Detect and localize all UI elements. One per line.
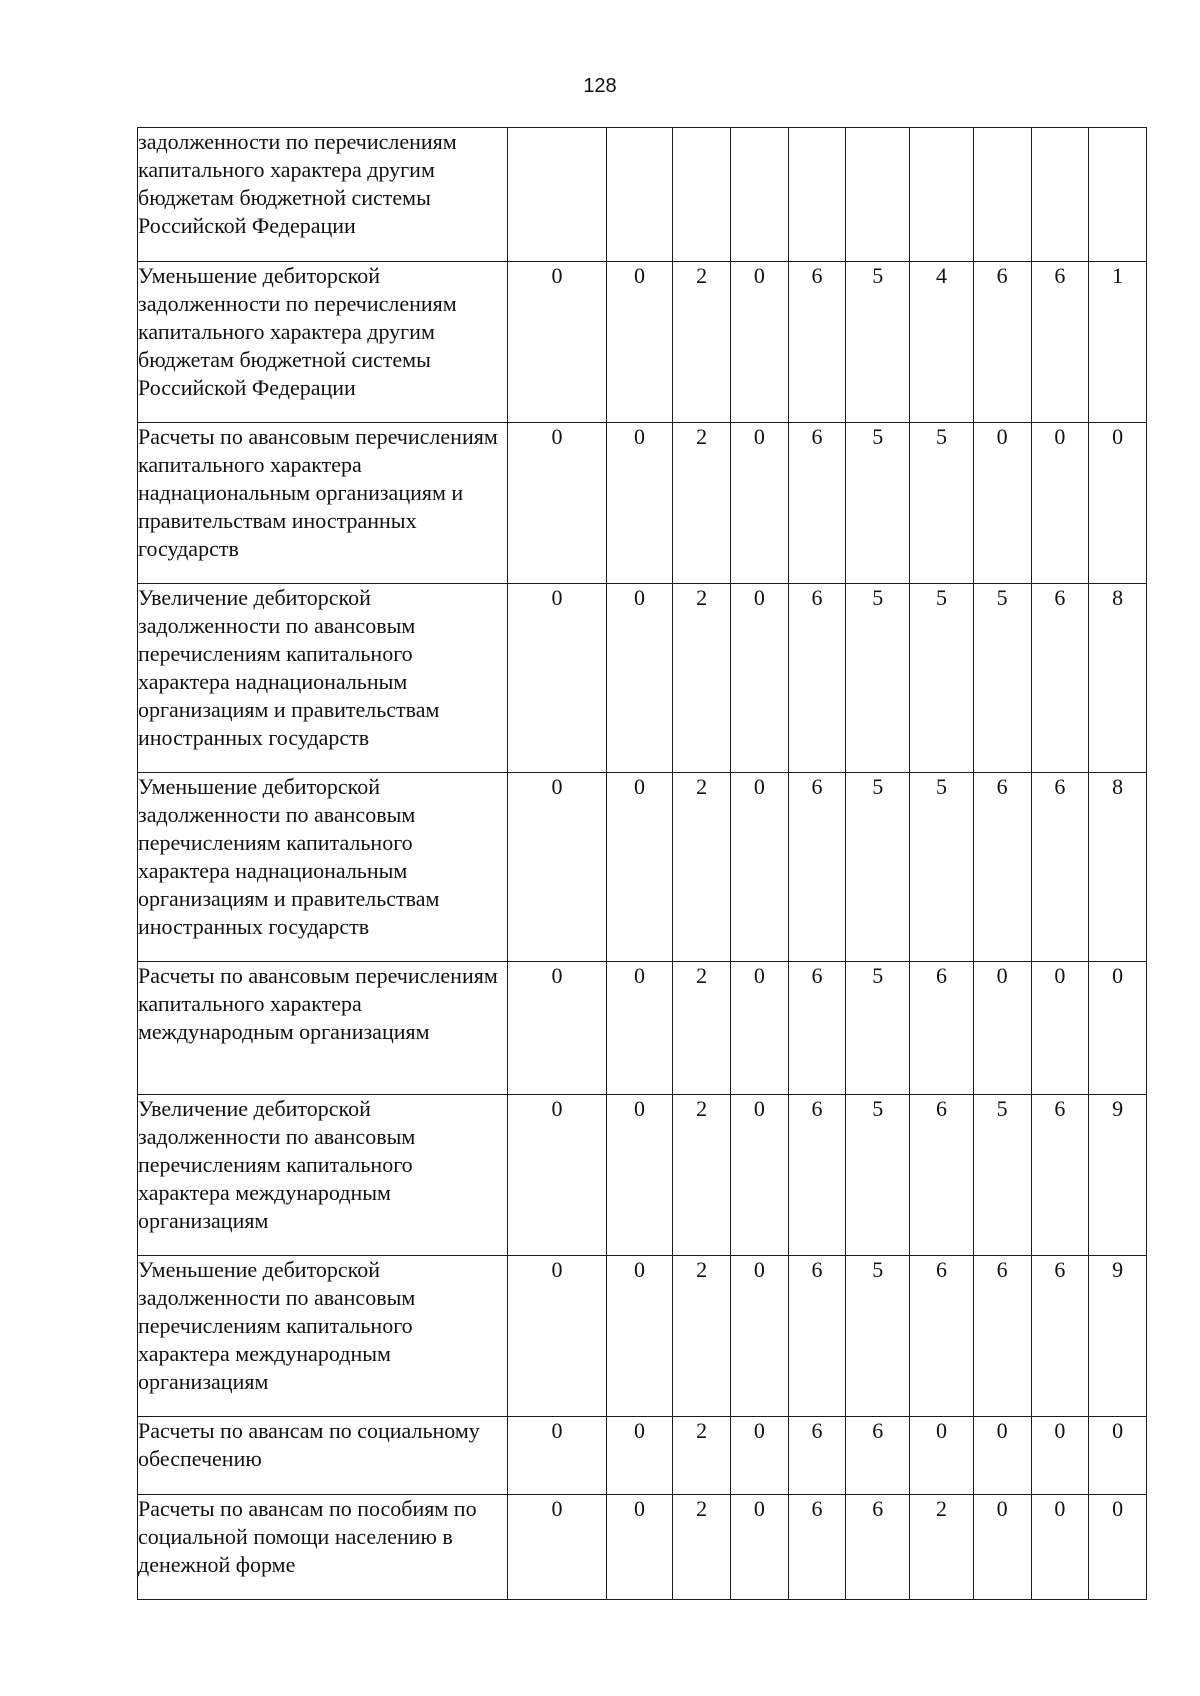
code-digit-cell: 2 bbox=[673, 1095, 731, 1256]
code-digit-cell: 0 bbox=[508, 1495, 606, 1600]
page-number: 128 bbox=[583, 75, 617, 97]
row-name-cell: Расчеты по авансовым перечислениям капитального характера международным организациям bbox=[138, 962, 508, 1095]
code-digit-cell: 6 bbox=[973, 773, 1031, 962]
code-digit-cell: 0 bbox=[606, 962, 673, 1095]
code-digit-cell: 0 bbox=[1031, 962, 1089, 1095]
code-digit-cell: 5 bbox=[846, 584, 910, 773]
code-digit-cell: 0 bbox=[1031, 1417, 1089, 1495]
row-name-cell: задолженности по перечислениям капитального характера другим бюджетам бюджетной системы Российской Федерации bbox=[138, 128, 508, 262]
code-digit-cell: 0 bbox=[973, 423, 1031, 584]
code-digit-cell bbox=[973, 128, 1031, 262]
code-digit-cell: 0 bbox=[1089, 962, 1147, 1095]
code-digit-cell: 5 bbox=[846, 423, 910, 584]
table-row bbox=[138, 584, 1147, 773]
code-digit-cell: 5 bbox=[846, 962, 910, 1095]
code-digit-cell bbox=[606, 128, 673, 262]
code-digit-cell: 6 bbox=[1031, 262, 1089, 423]
code-digit-cell: 2 bbox=[673, 262, 731, 423]
code-digit-cell: 0 bbox=[1031, 1495, 1089, 1600]
code-digit-cell: 5 bbox=[910, 423, 974, 584]
table-row bbox=[138, 1495, 1147, 1600]
code-digit-cell: 5 bbox=[973, 1095, 1031, 1256]
code-digit-cell: 5 bbox=[846, 1256, 910, 1417]
table-body bbox=[138, 128, 1147, 1600]
code-digit-cell: 8 bbox=[1089, 773, 1147, 962]
code-digit-cell: 9 bbox=[1089, 1095, 1147, 1256]
code-digit-cell: 2 bbox=[673, 962, 731, 1095]
code-digit-cell: 4 bbox=[910, 262, 974, 423]
code-digit-cell: 6 bbox=[788, 1495, 846, 1600]
code-digit-cell: 6 bbox=[846, 1495, 910, 1600]
code-digit-cell: 2 bbox=[673, 584, 731, 773]
table-row bbox=[138, 1095, 1147, 1256]
code-digit-cell: 0 bbox=[1031, 423, 1089, 584]
code-digit-cell: 2 bbox=[673, 773, 731, 962]
code-digit-cell: 0 bbox=[973, 1417, 1031, 1495]
code-digit-cell: 6 bbox=[973, 1256, 1031, 1417]
table-row bbox=[138, 262, 1147, 423]
code-digit-cell: 0 bbox=[910, 1417, 974, 1495]
code-digit-cell bbox=[1031, 128, 1089, 262]
code-digit-cell: 0 bbox=[1089, 423, 1147, 584]
code-digit-cell bbox=[846, 128, 910, 262]
table-row bbox=[138, 962, 1147, 1095]
row-name-cell: Уменьшение дебиторской задолженности по авансовым перечислениям капитального характера международным организациям bbox=[138, 1256, 508, 1417]
code-digit-cell: 0 bbox=[606, 1495, 673, 1600]
code-digit-cell: 6 bbox=[788, 1417, 846, 1495]
code-digit-cell: 0 bbox=[508, 1095, 606, 1256]
code-digit-cell: 6 bbox=[788, 1256, 846, 1417]
code-digit-cell: 0 bbox=[731, 584, 789, 773]
code-digit-cell: 6 bbox=[1031, 1256, 1089, 1417]
code-digit-cell bbox=[788, 128, 846, 262]
code-digit-cell: 0 bbox=[508, 1256, 606, 1417]
code-digit-cell: 5 bbox=[910, 584, 974, 773]
code-digit-cell: 5 bbox=[973, 584, 1031, 773]
table-row bbox=[138, 1256, 1147, 1417]
code-digit-cell: 0 bbox=[508, 773, 606, 962]
code-digit-cell bbox=[673, 128, 731, 262]
code-digit-cell: 6 bbox=[788, 962, 846, 1095]
code-digit-cell: 0 bbox=[731, 423, 789, 584]
code-digit-cell bbox=[508, 128, 606, 262]
code-digit-cell: 6 bbox=[910, 1095, 974, 1256]
code-digit-cell: 6 bbox=[1031, 773, 1089, 962]
row-name-cell: Расчеты по авансам по пособиям по социальной помощи населению в денежной форме bbox=[138, 1495, 508, 1600]
code-digit-cell: 0 bbox=[508, 1417, 606, 1495]
code-digit-cell: 2 bbox=[910, 1495, 974, 1600]
code-digit-cell: 8 bbox=[1089, 584, 1147, 773]
code-digit-cell: 5 bbox=[846, 1095, 910, 1256]
code-digit-cell: 6 bbox=[910, 1256, 974, 1417]
code-digit-cell: 0 bbox=[731, 262, 789, 423]
code-digit-cell: 6 bbox=[1031, 584, 1089, 773]
code-digit-cell: 0 bbox=[731, 1095, 789, 1256]
code-digit-cell: 6 bbox=[788, 1095, 846, 1256]
code-digit-cell: 0 bbox=[731, 1417, 789, 1495]
code-digit-cell: 0 bbox=[508, 962, 606, 1095]
code-digit-cell bbox=[910, 128, 974, 262]
account-codes-table bbox=[137, 127, 1147, 1600]
code-digit-cell: 0 bbox=[606, 584, 673, 773]
code-digit-cell: 5 bbox=[846, 773, 910, 962]
table-row bbox=[138, 128, 1147, 262]
code-digit-cell: 0 bbox=[508, 584, 606, 773]
code-digit-cell: 6 bbox=[846, 1417, 910, 1495]
code-digit-cell: 0 bbox=[606, 262, 673, 423]
code-digit-cell: 1 bbox=[1089, 262, 1147, 423]
code-digit-cell: 0 bbox=[1089, 1417, 1147, 1495]
code-digit-cell: 6 bbox=[910, 962, 974, 1095]
row-name-cell: Уменьшение дебиторской задолженности по авансовым перечислениям капитального характера наднациональным организациям и правительствам иностранных государств bbox=[138, 773, 508, 962]
code-digit-cell: 6 bbox=[1031, 1095, 1089, 1256]
code-digit-cell bbox=[731, 128, 789, 262]
code-digit-cell: 6 bbox=[973, 262, 1031, 423]
code-digit-cell: 6 bbox=[788, 423, 846, 584]
code-digit-cell: 5 bbox=[846, 262, 910, 423]
code-digit-cell: 2 bbox=[673, 1417, 731, 1495]
code-digit-cell: 5 bbox=[910, 773, 974, 962]
row-name-cell: Увеличение дебиторской задолженности по авансовым перечислениям капитального характера наднациональным организациям и правительствам иностранных государств bbox=[138, 584, 508, 773]
code-digit-cell: 0 bbox=[731, 1495, 789, 1600]
code-digit-cell: 9 bbox=[1089, 1256, 1147, 1417]
table-row bbox=[138, 1417, 1147, 1495]
code-digit-cell: 0 bbox=[606, 1095, 673, 1256]
code-digit-cell: 0 bbox=[508, 423, 606, 584]
code-digit-cell: 0 bbox=[606, 1417, 673, 1495]
code-digit-cell bbox=[1089, 128, 1147, 262]
code-digit-cell: 0 bbox=[1089, 1495, 1147, 1600]
row-name-cell: Увеличение дебиторской задолженности по авансовым перечислениям капитального характера международным организациям bbox=[138, 1095, 508, 1256]
code-digit-cell: 2 bbox=[673, 423, 731, 584]
code-digit-cell: 6 bbox=[788, 773, 846, 962]
table-row bbox=[138, 773, 1147, 962]
code-digit-cell: 6 bbox=[788, 262, 846, 423]
row-name-cell: Уменьшение дебиторской задолженности по перечислениям капитального характера другим бюджетам бюджетной системы Российской Федерации bbox=[138, 262, 508, 423]
code-digit-cell: 6 bbox=[788, 584, 846, 773]
row-name-cell: Расчеты по авансам по социальному обеспечению bbox=[138, 1417, 508, 1495]
code-digit-cell: 0 bbox=[973, 1495, 1031, 1600]
code-digit-cell: 0 bbox=[731, 773, 789, 962]
code-digit-cell: 2 bbox=[673, 1256, 731, 1417]
row-name-cell: Расчеты по авансовым перечислениям капитального характера наднациональным организациям и правительствам иностранных государств bbox=[138, 423, 508, 584]
code-digit-cell: 2 bbox=[673, 1495, 731, 1600]
code-digit-cell: 0 bbox=[508, 262, 606, 423]
code-digit-cell: 0 bbox=[606, 1256, 673, 1417]
code-digit-cell: 0 bbox=[606, 773, 673, 962]
code-digit-cell: 0 bbox=[731, 1256, 789, 1417]
code-digit-cell: 0 bbox=[731, 962, 789, 1095]
code-digit-cell: 0 bbox=[606, 423, 673, 584]
code-digit-cell: 0 bbox=[973, 962, 1031, 1095]
table-row bbox=[138, 423, 1147, 584]
